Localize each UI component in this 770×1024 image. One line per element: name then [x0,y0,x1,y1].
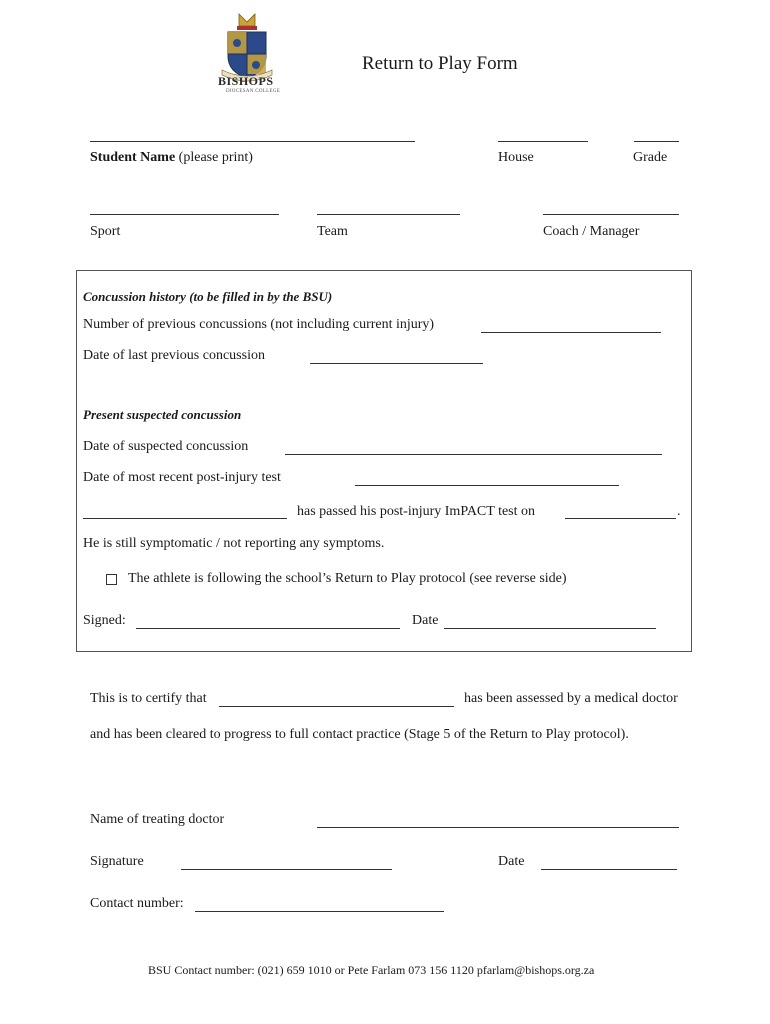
last-concussion-label: Date of last previous concussion [83,348,265,363]
prev-concussions-label: Number of previous concussions (not including current injury) [83,317,435,332]
certify-athlete-field[interactable] [219,706,454,707]
concussion-history-heading: Concussion history (to be filled in by the BSU) [83,289,333,304]
impact-athlete-field[interactable] [83,518,287,519]
prev-concussions-field[interactable] [481,332,661,333]
bsu-contact-footer: BSU Contact number: (021) 659 1010 or Pete Farlam 073 156 1120 pfarlam@bishops.org.za [148,963,595,977]
logo-subtext: DIOCESAN COLLEGE [226,89,281,94]
doctor-contact-label: Contact number: [90,896,184,911]
last-concussion-field[interactable] [310,363,483,364]
present-concussion-heading: Present suspected concussion [83,407,242,422]
certify-suffix: has been assessed by a medical doctor [464,691,678,706]
impact-period: . [677,504,681,519]
sport-field[interactable] [90,214,279,215]
impact-text: has passed his post-injury ImPACT test on [297,504,536,519]
team-field[interactable] [317,214,460,215]
signed-field[interactable] [136,628,400,629]
signed-label: Signed: [83,613,126,628]
sport-label: Sport [90,224,121,239]
doctor-date-field[interactable] [541,869,677,870]
coach-field[interactable] [543,214,679,215]
doctor-signature-field[interactable] [181,869,392,870]
student-name-label [90,150,253,166]
student-name-field[interactable] [90,141,415,142]
student-name-label-text: Student Name [90,150,176,165]
symptomatic-text: He is still symptomatic / not reporting any symptoms. [83,536,385,551]
protocol-checkbox[interactable] [106,574,117,585]
impact-date-field[interactable] [565,518,676,519]
protocol-text: The athlete is following the school’s Return to Play protocol (see reverse side) [128,571,567,586]
page-title: Return to Play Form [362,53,518,74]
recent-test-label: Date of most recent post-injury test [83,470,281,485]
doctor-name-label: Name of treating doctor [90,812,225,827]
team-label: Team [317,224,348,239]
grade-field[interactable] [634,141,679,142]
doctor-contact-field[interactable] [195,911,444,912]
grade-label: Grade [633,150,668,165]
house-field[interactable] [498,141,588,142]
recent-test-field[interactable] [355,485,619,486]
house-label: House [498,150,534,165]
coach-label: Coach / Manager [543,224,640,239]
student-name-hint: (please print) [178,150,253,165]
suspected-date-field[interactable] [285,454,662,455]
doctor-date-label: Date [498,854,525,869]
certify-line2: and has been cleared to progress to full contact practice (Stage 5 of the Return to Play protocol). [90,727,629,742]
logo-wordmark: BISHOPS [218,74,274,88]
certify-prefix: This is to certify that [90,691,207,706]
bsu-date-field[interactable] [444,628,656,629]
bsu-date-label: Date [412,613,439,628]
doctor-signature-label: Signature [90,854,144,869]
suspected-date-label: Date of suspected concussion [83,439,249,454]
doctor-name-field[interactable] [317,827,679,828]
